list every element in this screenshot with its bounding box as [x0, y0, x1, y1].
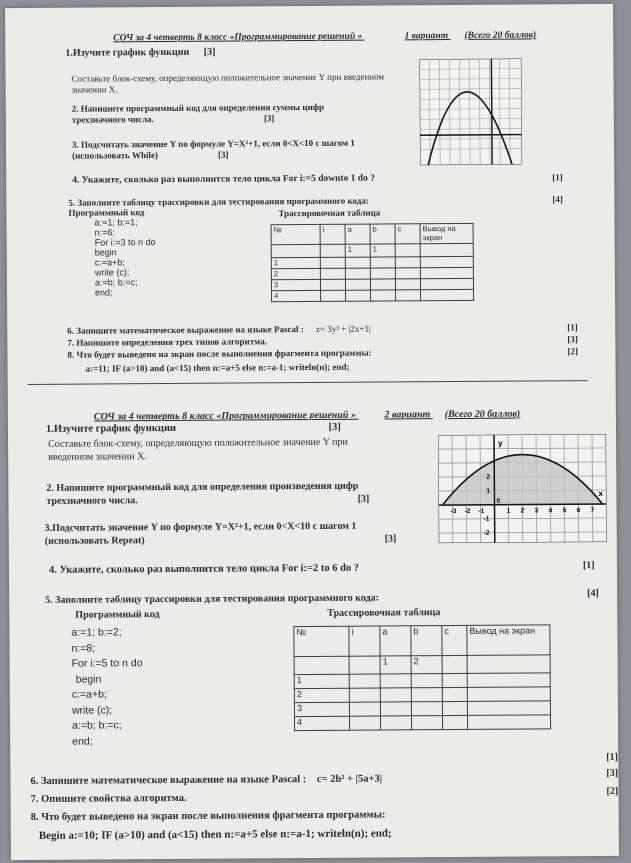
svg-text:7: 7 [590, 507, 595, 515]
v2-q3: 3.Подсчитать значение Y по формуле Y=X²+1, если 0<X<10 с шагом 1 (использовать Repeat) [3] [44, 520, 397, 547]
svg-text:-2: -2 [464, 507, 471, 515]
v2-table-title: Трассировочная таблица [327, 607, 441, 619]
v1-q8: 8. Что будет выведено на экран после выполнения фрагмента программы: [67, 347, 372, 360]
v1-q6-formula: z= 3y³ + |2x+1| [315, 323, 371, 334]
v1-q4: 4. Укажите, сколько раз выполнится тело цикла For i:=5 downto 1 do ? [72, 173, 376, 186]
v1-table-title: Трассировочная таблица [278, 207, 381, 219]
v2-variant: 2 вариант [384, 409, 431, 421]
svg-text:6: 6 [576, 507, 581, 515]
v1-q1: 1.Изучите график функции [3] [65, 46, 216, 59]
v1-q1-sub: Составьте блок-схему, определяющую положительное значение Y при введенном значении X. [71, 71, 385, 95]
svg-text:-1: -1 [478, 507, 485, 515]
v1-q8-code: a:=11; IF (a>10) and (a<15) then n:=a+5 else n:=a-1; writeln(n); end; [85, 361, 350, 374]
v2-q7-points: [3] [606, 767, 619, 779]
v1-q5: 5. Заполните таблицу трассировки для тестирования программного кода: [68, 195, 369, 208]
v1-header-title: СОЧ за 4 четверть 8 класс «Программирование решений » [113, 31, 363, 44]
v2-q8: 8. Что будет выведено на экран после выполнения фрагмента программы: [30, 809, 386, 823]
v1-q2: 2. Напишите программный код для определения суммы цифр трехзначного числа. [3] [71, 101, 325, 125]
v2-trace-table: № i a b c Вывод на экран 1 2 1 2 3 4 [293, 624, 551, 731]
v1-q3: 3. Подсчитать значение Y по формуле Y=X²+1, если 0<X<10 с шагом 1 (использовать While) [3] [71, 137, 355, 161]
v1-q4-points: [1] [552, 172, 563, 183]
v2-q6: 6. Запишите математическое выражение на языке Pascal : c= 2b² + |5a+3| [30, 773, 383, 787]
svg-text:1: 1 [506, 507, 511, 515]
v1-code-title: Программный код [68, 207, 145, 218]
svg-text:2: 2 [520, 507, 525, 515]
svg-text:-3: -3 [450, 507, 457, 516]
v2-q8-code: Begin a:=10; IF (a>10) and (a<15) then n:=a+5 else n:=a-1; writeln(n); end; [38, 827, 392, 842]
v2-y-axis [494, 435, 495, 543]
v2-code-title: Программный код [75, 609, 160, 621]
svg-text:1: 1 [486, 487, 491, 495]
v2-code: a:=1; b:=2; n:=8; For i:=5 to n do begin c:=a+b; write (c); a:=b; b:=c; end; [71, 626, 143, 748]
v2-header [94, 409, 520, 423]
v2-q2: 2. Напишите программный код для определения произведения цифр трехзначного числа. [3] [46, 480, 370, 507]
v2-q4: 4. Укажите, сколько раз выполнится тело цикла For i:=2 to 6 do ? [48, 562, 360, 576]
v1-q8-points: [2] [567, 346, 578, 357]
v2-q4-points: [1] [582, 560, 595, 572]
v2-x-label: x [598, 488, 603, 499]
v2-q6-formula: c= 2b² + |5a+3| [316, 773, 383, 785]
v2-q5: 5. Заполните таблицу трассировки для тестирования программного кода: [45, 592, 379, 606]
v2-total: (Всего 20 баллов) [444, 408, 521, 421]
v1-x-axis [420, 135, 522, 136]
v2-y-label: y [498, 438, 503, 448]
v1-q6-points: [1] [567, 322, 578, 333]
worksheet [5, 4, 619, 860]
svg-text:-1: -1 [483, 515, 490, 523]
svg-text:4: 4 [548, 507, 553, 515]
v2-function-graph [438, 434, 607, 543]
v2-q1: 1.Изучите график функции [3] [45, 421, 341, 435]
v1-q6: 6. Запишите математическое выражение на языке Pascal : z= 3y³ + |2x+1| [67, 323, 371, 336]
v2-q1-sub: Составьте блок-схему, определяющую положительное значение Y при введенном значении X. [48, 436, 348, 463]
v2-q6-points: [1] [606, 751, 618, 763]
svg-text:0: 0 [496, 497, 501, 505]
variant-divider [28, 380, 588, 385]
v1-q5-points: [4] [552, 194, 563, 205]
v1-trace-table: № i a b c Вывод на экран 1 1 1 2 3 4 [271, 223, 475, 302]
v2-q7: 7. Опишите свойства алгоритма. [30, 792, 187, 805]
v1-code: a:=1; b:=1; n:=6; For i:=3 to n do begin c:=a+b; write (c); a:=b; b:=c; end; [94, 217, 156, 298]
v1-y-axis [491, 59, 492, 165]
svg-text:2: 2 [486, 473, 490, 481]
svg-text:3: 3 [534, 507, 539, 515]
v1-q7: 7. Напишите определения трех типов алгоритма. [67, 336, 267, 348]
v2-q5-points: [4] [587, 588, 599, 600]
v2-q8-points: [2] [606, 785, 619, 797]
svg-text:5: 5 [562, 507, 567, 515]
v1-variant: 1 вариант [404, 31, 449, 42]
v1-header [113, 30, 536, 43]
v2-header-title: СОЧ за 4 четверть 8 класс «Программирование решений » [93, 409, 357, 423]
svg-text:-2: -2 [483, 529, 490, 537]
v1-total: (Всего 20 баллов) [464, 30, 537, 41]
v1-function-graph [419, 59, 522, 166]
v1-q7-points: [3] [567, 334, 578, 345]
